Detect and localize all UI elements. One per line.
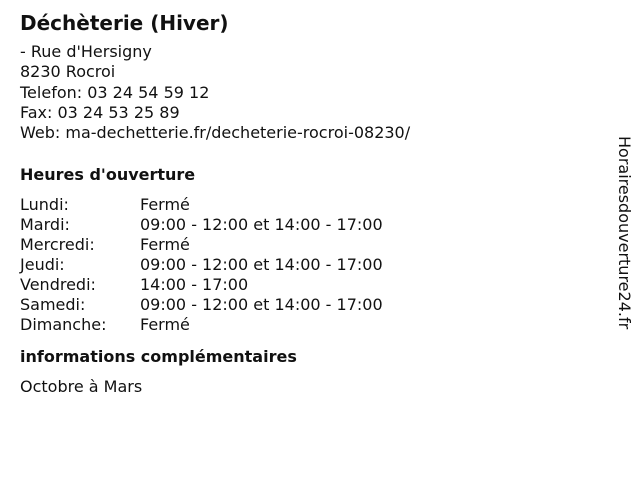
day-hours: Fermé — [140, 195, 190, 215]
brand-text: Horairesdouverture24.fr — [615, 136, 634, 330]
address-block — [20, 42, 600, 143]
hours-row-tuesday — [20, 215, 600, 235]
day-hours: 14:00 - 17:00 — [140, 275, 249, 295]
day-label: Vendredi: — [20, 275, 96, 295]
hours-row-wednesday — [20, 235, 600, 255]
website-link[interactable]: Web: ma-dechetterie.fr/decheterie-rocroi-08230/ — [20, 123, 411, 143]
sidebar-brand — [612, 136, 636, 372]
fax-number: Fax: 03 24 53 25 89 — [20, 102, 180, 122]
page-title: Déchèterie (Hiver) — [20, 11, 229, 35]
hours-row-sunday — [20, 315, 600, 335]
day-hours: 09:00 - 12:00 et 14:00 - 17:00 — [140, 255, 383, 275]
day-hours: Fermé — [140, 235, 190, 255]
day-label: Samedi: — [20, 295, 86, 315]
hours-table — [20, 195, 600, 335]
info-heading: informations complémentaires — [20, 347, 297, 367]
day-hours: 09:00 - 12:00 et 14:00 - 17:00 — [140, 215, 383, 235]
address-street: - Rue d'Hersigny — [20, 42, 152, 61]
phone-number: Telefon: 03 24 54 59 12 — [20, 82, 210, 102]
hours-row-friday — [20, 275, 600, 295]
day-label: Jeudi: — [20, 255, 65, 275]
hours-heading: Heures d'ouverture — [20, 165, 196, 185]
day-label: Dimanche: — [20, 315, 107, 335]
page-content — [20, 10, 600, 398]
day-hours: 09:00 - 12:00 et 14:00 - 17:00 — [140, 295, 383, 315]
day-label: Lundi: — [20, 195, 69, 215]
day-label: Mardi: — [20, 215, 70, 235]
hours-row-thursday — [20, 255, 600, 275]
hours-row-monday — [20, 195, 600, 215]
address-city: 8230 Rocroi — [20, 62, 116, 82]
hours-row-saturday — [20, 295, 600, 315]
day-hours: Fermé — [140, 315, 190, 335]
info-text: Octobre à Mars — [20, 377, 143, 397]
day-label: Mercredi: — [20, 235, 95, 255]
